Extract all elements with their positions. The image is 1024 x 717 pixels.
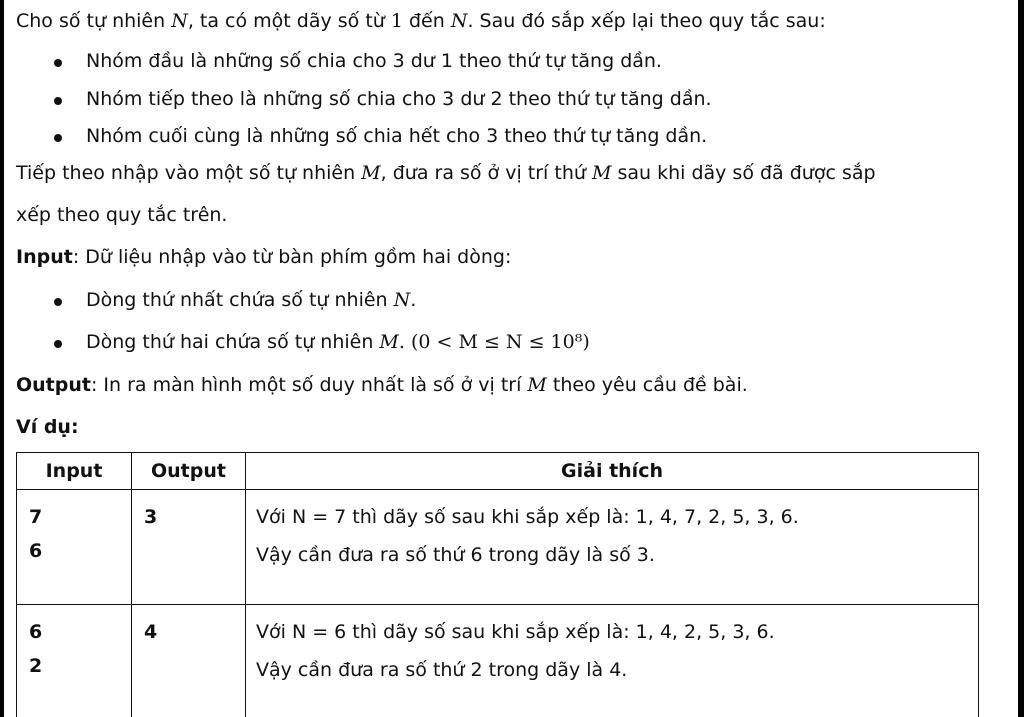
explanation-line: Vậy cần đưa ra số thứ 6 trong dãy là số 3.: [256, 544, 655, 566]
task-var-m: M: [361, 162, 381, 184]
input-heading: [16, 246, 511, 268]
intro-var-n2: N: [450, 10, 468, 32]
input-text: : Dữ liệu nhập vào từ bàn phím gồm hai dòng:: [72, 246, 512, 268]
input-item-pre: Dòng thứ nhất chứa số tự nhiên: [86, 289, 394, 311]
explanation-line: Với N = 6 thì dãy số sau khi sắp xếp là: 1, 4, 2, 5, 3, 6.: [256, 621, 775, 643]
input-item-pre: Dòng thứ hai chứa số tự nhiên: [86, 331, 380, 353]
intro-line: [16, 10, 826, 32]
explanation-cell: [246, 605, 979, 717]
task-pre: Tiếp theo nhập vào một số tự nhiên: [16, 162, 362, 184]
input-item-constraint: . (0 < M ≤ N ≤ 10⁸): [398, 331, 590, 353]
task-mid: , đưa ra số ở vị trí thứ: [380, 162, 592, 184]
rule-text: Nhóm tiếp theo là những số chia cho 3 dư 2 theo thứ tự tăng dần.: [86, 88, 712, 110]
task-var-m2: M: [591, 162, 612, 184]
explanation-line: Với N = 7 thì dãy số sau khi sắp xếp là: 1, 4, 7, 2, 5, 3, 6.: [256, 506, 799, 528]
intro-one: 1: [390, 10, 403, 32]
input-value: 6: [29, 621, 43, 643]
input-value: 2: [29, 655, 43, 677]
table-row: [17, 490, 979, 605]
example-heading-text: Ví dụ:: [16, 416, 79, 438]
input-item: [4, 331, 1004, 359]
task-post: sau khi dãy số đã được sắp: [611, 162, 876, 184]
bullet-icon: [54, 97, 62, 105]
bullet-icon: [54, 134, 62, 142]
input-cell: [17, 605, 132, 717]
rule-item: [4, 50, 1004, 78]
input-item-text: [86, 289, 416, 311]
table-row: [17, 605, 979, 717]
intro-post: . Sau đó sắp xếp lại theo quy tắc sau:: [467, 10, 826, 32]
rule-text: Nhóm đầu là những số chia cho 3 dư 1 theo thứ tự tăng dần.: [86, 50, 662, 72]
rule-item: [4, 88, 1004, 116]
example-heading: [16, 416, 79, 438]
task-line-1: [16, 162, 876, 184]
intro-pre: Cho số tự nhiên: [16, 10, 172, 32]
document-page: [4, 0, 1018, 717]
output-value: 4: [144, 621, 158, 643]
intro-mid2: đến: [402, 10, 451, 32]
table-header: Input: [17, 453, 132, 490]
bullet-icon: [54, 340, 62, 348]
output-value: 3: [144, 506, 158, 528]
table-header-row: [17, 453, 979, 490]
input-item-text: [86, 331, 590, 353]
table-header: Giải thích: [246, 453, 979, 490]
bullet-icon: [54, 59, 62, 67]
output-var: M: [527, 374, 547, 396]
rule-item: [4, 125, 1004, 153]
example-table: [16, 452, 979, 717]
task-line-2: xếp theo quy tắc trên.: [16, 204, 228, 226]
input-label: Input: [16, 246, 73, 268]
rule-text: Nhóm cuối cùng là những số chia hết cho 3 theo thứ tự tăng dần.: [86, 125, 708, 147]
input-item-var: N: [393, 289, 411, 311]
intro-var-n: N: [171, 10, 188, 32]
input-item: [4, 289, 1004, 317]
explanation-cell: [246, 490, 979, 605]
bullet-icon: [54, 298, 62, 306]
input-item-var: M: [379, 331, 399, 353]
input-item-post: .: [410, 289, 417, 311]
output-label: Output: [16, 374, 91, 396]
output-pre: : In ra màn hình một số duy nhất là số ở vị trí: [90, 374, 528, 396]
output-post: theo yêu cầu đề bài.: [546, 374, 748, 396]
output-cell: [132, 490, 246, 605]
output-cell: [132, 605, 246, 717]
table-header: Output: [132, 453, 246, 490]
input-cell: [17, 490, 132, 605]
input-value: 7: [29, 506, 43, 528]
output-heading: [16, 374, 748, 396]
explanation-line: Vậy cần đưa ra số thứ 2 trong dãy là 4.: [256, 659, 628, 681]
input-value: 6: [29, 540, 43, 562]
intro-mid: , ta có một dãy số từ: [187, 10, 391, 32]
